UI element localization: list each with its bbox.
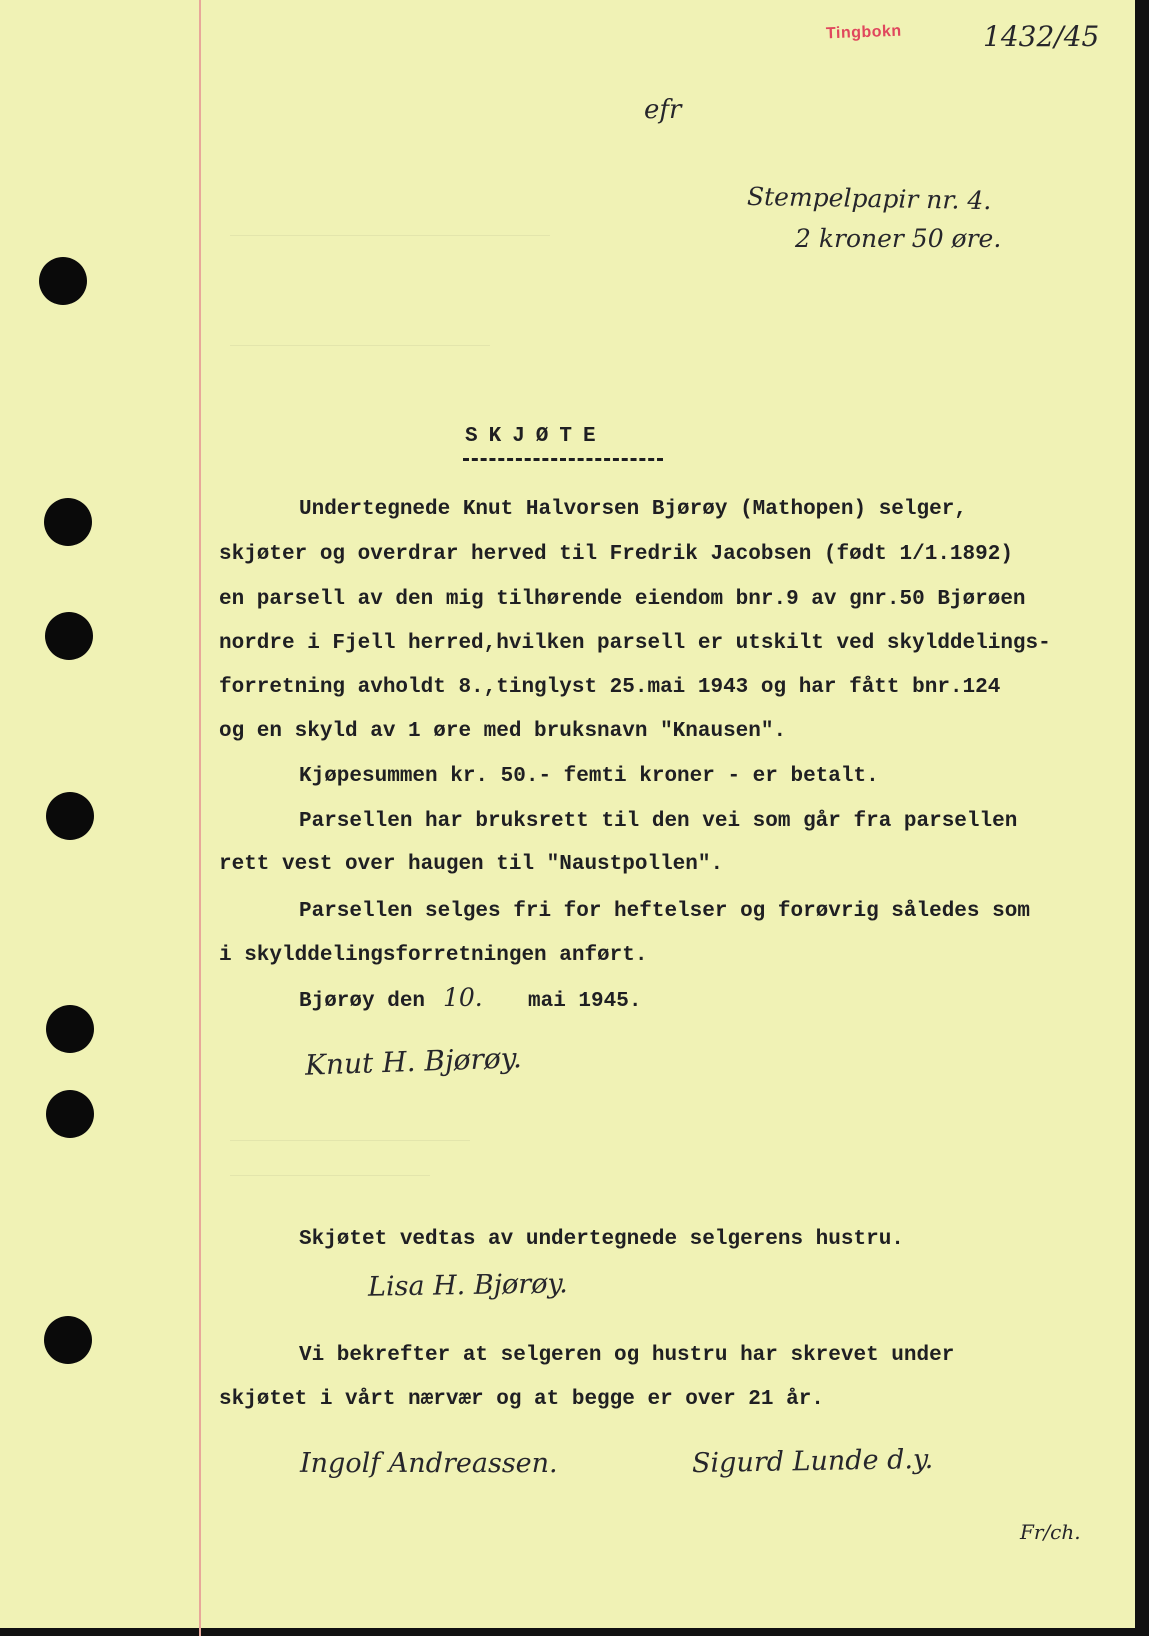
punch-hole	[46, 792, 94, 840]
witness-statement-line: skjøtet i vårt nærvær og at begge er over 21 år.	[219, 1388, 824, 1411]
stamp-paper-line-1: Stempelpapir nr. 4.	[746, 181, 992, 216]
wife-signature: Lisa H. Bjørøy.	[367, 1268, 568, 1303]
body-line: skjøter og overdrar herved til Fredrik Jacobsen (født 1/1.1892)	[219, 543, 1013, 566]
body-line: Undertegnede Knut Halvorsen Bjørøy (Mathopen) selger,	[299, 498, 967, 521]
body-line: nordre i Fjell herred,hvilken parsell er utskilt ved skylddelings-	[219, 632, 1051, 655]
body-line: i skylddelingsforretningen anført.	[219, 944, 648, 967]
purchase-price-line: Kjøpesummen kr. 50.- femti kroner - er betalt.	[299, 765, 879, 788]
body-line: Parsellen har bruksrett til den vei som går fra parsellen	[299, 810, 1018, 833]
title-underline	[463, 458, 663, 461]
punch-hole	[44, 1316, 92, 1364]
seller-signature: Knut H. Bjørøy.	[304, 1041, 523, 1082]
bleed-through-mark	[230, 1140, 470, 1141]
date-prefix: Bjørøy den	[299, 990, 426, 1013]
bleed-through-mark	[230, 235, 550, 236]
reference-number: 1432/45	[983, 20, 1100, 53]
body-line: rett vest over haugen til "Naustpollen".	[219, 853, 724, 876]
witness-2-signature: Sigurd Lunde d.y.	[691, 1443, 934, 1480]
witness-statement-line: Vi bekrefter at selgeren og hustru har skrevet under	[299, 1344, 955, 1367]
archive-stamp: Tingbokn	[825, 22, 902, 43]
footer-initials: Fr/ch.	[1020, 1520, 1081, 1544]
scan-border-bottom	[0, 1628, 1149, 1636]
wife-statement: Skjøtet vedtas av undertegnede selgerens hustru.	[299, 1228, 904, 1251]
body-line: en parsell av den mig tilhørende eiendom bnr.9 av gnr.50 Bjørøen	[219, 588, 1026, 611]
witness-1-signature: Ingolf Andreassen.	[300, 1448, 558, 1479]
date-day: 10.	[443, 983, 483, 1012]
document-title: SKJØTE	[465, 425, 607, 448]
scan-border-right	[1135, 0, 1149, 1636]
clerk-initials: efr	[644, 95, 682, 125]
punch-hole	[46, 1090, 94, 1138]
body-line: forretning avholdt 8.,tinglyst 25.mai 1943 og har fått bnr.124	[219, 676, 1001, 699]
punch-hole	[46, 1005, 94, 1053]
punch-hole	[39, 257, 87, 305]
punch-hole	[44, 498, 92, 546]
body-line: Parsellen selges fri for heftelser og forøvrig således som	[299, 900, 1030, 923]
body-line: og en skyld av 1 øre med bruksnavn "Knausen".	[219, 720, 787, 743]
date-suffix: mai 1945.	[528, 990, 642, 1013]
punch-hole	[45, 612, 93, 660]
margin-line	[199, 0, 201, 1636]
bleed-through-mark	[230, 345, 490, 346]
stamp-paper-line-2: 2 kroner 50 øre.	[795, 224, 1002, 253]
bleed-through-mark	[230, 1175, 430, 1176]
